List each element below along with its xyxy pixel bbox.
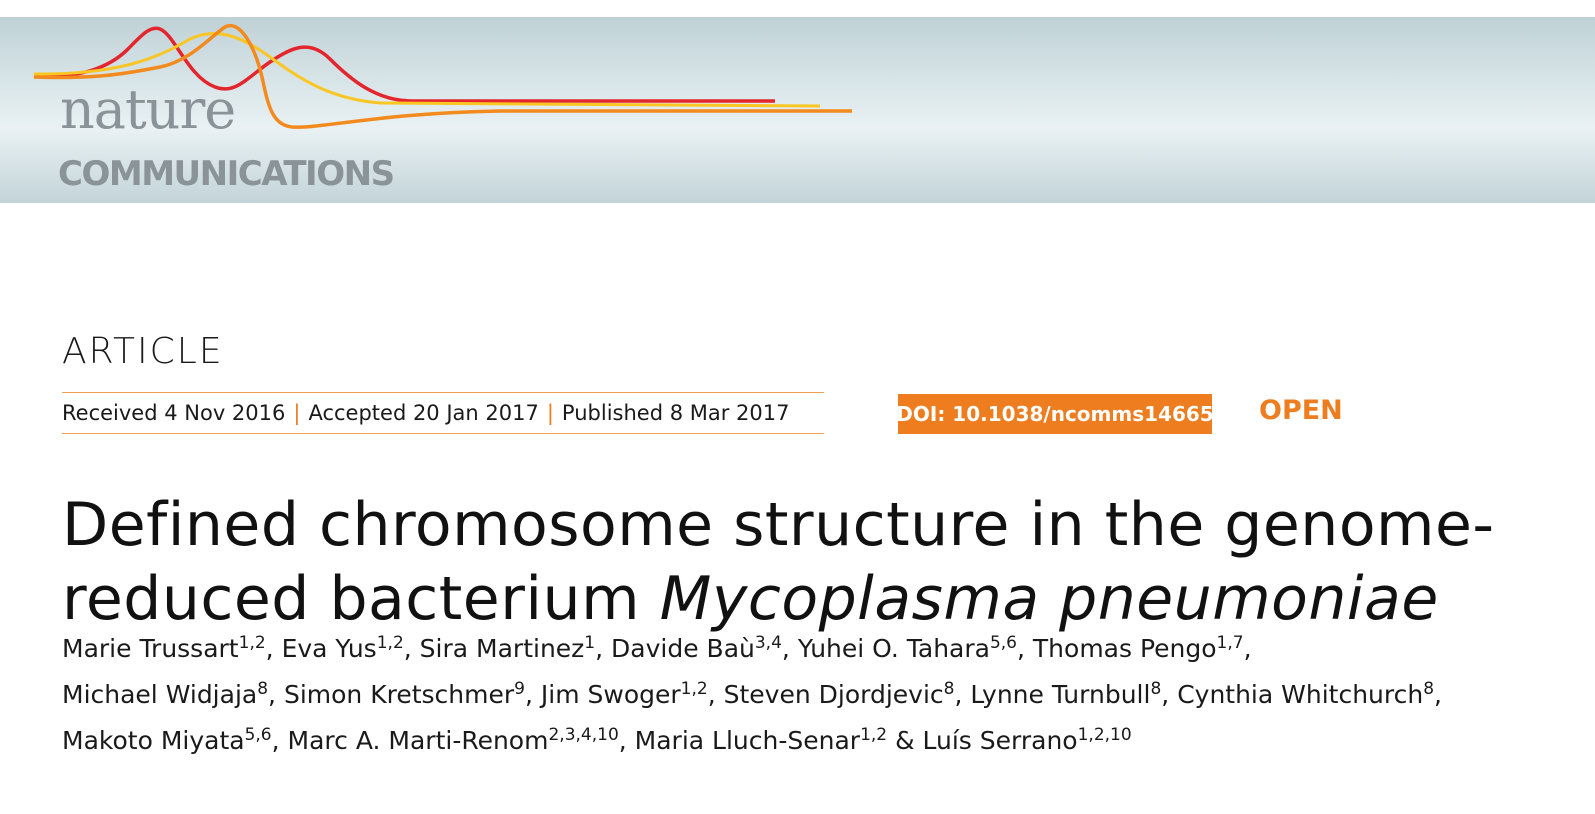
author[interactable] [611,634,782,663]
author-name: Luís Serrano [922,726,1078,755]
author-affiliation: 5,6 [244,725,272,745]
author[interactable] [635,726,887,755]
author-separator: , [781,634,798,663]
author-affiliation: 1,2 [860,725,888,745]
author-name: Makoto Miyata [62,726,245,755]
journal-banner [0,17,1595,203]
author-affiliation: 3,4 [754,633,782,653]
author-name: Jim Swoger [540,680,681,709]
author-affiliation: 1,2 [376,633,404,653]
author[interactable] [420,634,595,663]
author-affiliation: 8 [1423,679,1435,699]
author-affiliation: 1 [584,633,596,653]
doi-badge[interactable]: DOI: 10.1038/ncomms14665 [898,394,1212,434]
author[interactable] [282,634,404,663]
author[interactable] [62,726,272,755]
author-name: Michael Widjaja [62,680,258,709]
author-separator: , [1161,680,1178,709]
published-date: Published 8 Mar 2017 [561,401,790,425]
author-affiliation: 8 [943,679,955,699]
received-date: Received 4 Nov 2016 [62,401,286,425]
date-separator: | [293,401,301,425]
date-separator: | [546,401,554,425]
author-separator: , [595,634,612,663]
author-affiliation: 1,7 [1216,633,1244,653]
author-affiliation: 2,3,4,10 [548,725,619,745]
author-list [62,626,1542,764]
article-type-label: ARTICLE [62,331,224,372]
title-species: Mycoplasma pneumoniae [659,564,1439,635]
author-separator: & [887,726,923,755]
author-name: Yuhei O. Tahara [797,634,990,663]
article-title [62,488,1522,636]
author-name: Marie Trussart [62,634,239,663]
author[interactable] [970,680,1161,709]
author[interactable] [288,726,619,755]
author-separator: , [1017,634,1033,663]
author-name: Thomas Pengo [1032,634,1217,663]
author[interactable] [284,680,525,709]
author-affiliation: 1,2 [238,633,266,653]
author[interactable] [923,726,1132,755]
author[interactable] [798,634,1017,663]
author-affiliation: 8 [1150,679,1162,699]
author-name: Lynne Turnbull [970,680,1151,709]
author-name: Cynthia Whitchurch [1177,680,1424,709]
author-separator: , [265,634,282,663]
author-affiliation: 5,6 [989,633,1017,653]
author-affiliation: 1,2 [680,679,708,699]
accepted-date: Accepted 20 Jan 2017 [308,401,539,425]
author-separator: , [1243,634,1252,663]
author-affiliation: 8 [257,679,269,699]
open-access-badge: OPEN [1259,395,1343,426]
author-separator: , [524,680,541,709]
author-name: Davide Baù [611,634,755,663]
title-main: Defined chromosome structure in the genome-reduced bacterium [62,490,1495,635]
author-name: Sira Martinez [419,634,585,663]
publication-dates [62,392,824,434]
author[interactable] [724,680,955,709]
author-affiliation: 9 [514,679,525,699]
author-separator: , [618,726,635,755]
author-name: Steven Djordjevic [723,680,944,709]
author-separator: , [954,680,971,709]
author-separator: , [268,680,284,709]
logo-nature-text: nature [60,78,236,141]
author-separator: , [1434,680,1442,709]
author-name: Marc A. Marti-Renom [287,726,549,755]
author-separator: , [271,726,288,755]
author-name: Maria Lluch-Senar [634,726,861,755]
author[interactable] [62,680,268,709]
author-name: Simon Kretschmer [283,680,515,709]
author-affiliation: 1,2,10 [1077,725,1132,745]
logo-communications-text: COMMUNICATIONS [58,154,394,194]
author[interactable] [1033,634,1244,663]
author-separator: , [403,634,420,663]
author[interactable] [541,680,708,709]
author[interactable] [1177,680,1434,709]
author-name: Eva Yus [281,634,377,663]
author[interactable] [62,634,266,663]
author-separator: , [707,680,724,709]
